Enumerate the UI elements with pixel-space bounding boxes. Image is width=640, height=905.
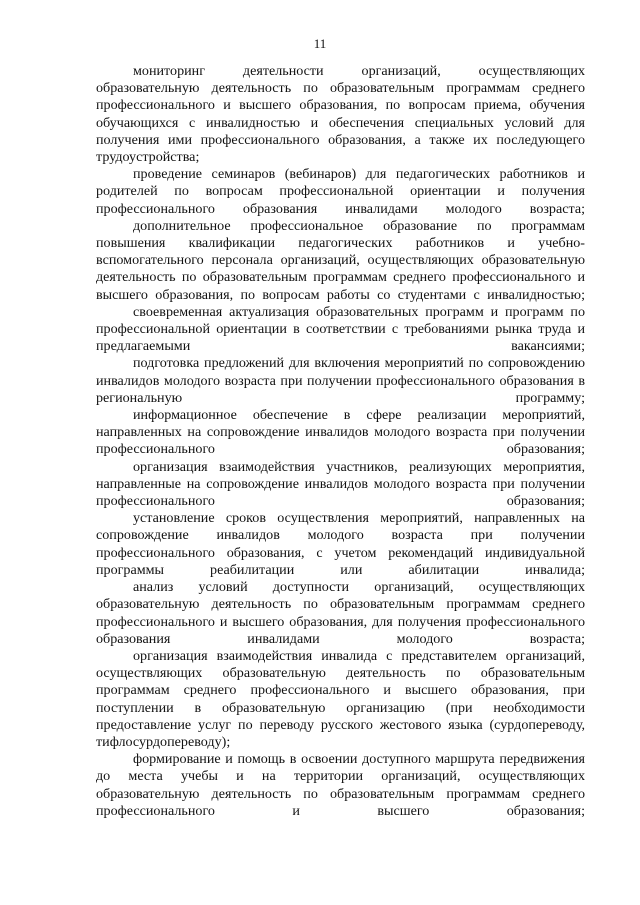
paragraph-monitoring: мониторинг деятельности организаций, осуществляющих образовательную деятельность по образовательным программам среднего профессионального и высшего образования, по вопросам приема, обучения обучающихся с инвалидностью и обеспечения специальных условий для получения ими профессионального образования, а также их последующего трудоустройства;: [96, 63, 585, 166]
paragraph-deadlines: установление сроков осуществления мероприятий, направленных на сопровождение инвалидов молодого возраста при получении профессионального образования, с учетом рекомендаций индивидуальной программы реабилитации или абилитации инвалида;: [96, 510, 585, 578]
paragraph-route-assistance: формирование и помощь в освоении доступного маршрута передвижения до места учебы и на территории организаций, осуществляющих образовательную деятельность по образовательным программам среднего профессионального и высшего образования;: [96, 751, 585, 819]
body-text: [96, 63, 585, 820]
paragraph-additional-education: дополнительное профессиональное образование по программам повышения квалификации педагогических работников и учебно-вспомогательного персонала организаций, осуществляющих образовательную деятельность по образовательным программам среднего профессионального и высшего образования, по вопросам работы со студентами с инвалидностью;: [96, 217, 585, 303]
paragraph-interaction-representative: организация взаимодействия инвалида с представителем организаций, осуществляющих образовательную деятельность по образовательным программам среднего профессионального и высшего образования, при поступлении в образовательную организацию (при необходимости предоставление услуг по переводу русского жестового языка (сурдопереводу, тифлосурдопереводу);: [96, 647, 585, 750]
paragraph-accessibility-analysis: анализ условий доступности организаций, осуществляющих образовательную деятельность по образовательным программам среднего профессионального и высшего образования, для получения профессионального образования инвалидами молодого возраста;: [96, 579, 585, 647]
paragraph-information-support: информационное обеспечение в сфере реализации мероприятий, направленных на сопровождение инвалидов молодого возраста при получении профессионального образования;: [96, 407, 585, 458]
page-number: 11: [313, 36, 327, 51]
paragraph-proposals: подготовка предложений для включения мероприятий по сопровождению инвалидов молодого возраста при получении профессионального образования в региональную программу;: [96, 355, 585, 406]
paragraph-seminars: проведение семинаров (вебинаров) для педагогических работников и родителей по вопросам профессиональной ориентации и получения профессионального образования инвалидами молодого возраста;: [96, 166, 585, 217]
paragraph-program-update: своевременная актуализация образовательных программ и программ по профессиональной ориентации в соответствии с требованиями рынка труда и предлагаемыми вакансиями;: [96, 303, 585, 355]
paragraph-interaction-participants: организация взаимодействия участников, реализующих мероприятия, направленные на сопровождение инвалидов молодого возраста при получении профессионального образования;: [96, 458, 585, 510]
